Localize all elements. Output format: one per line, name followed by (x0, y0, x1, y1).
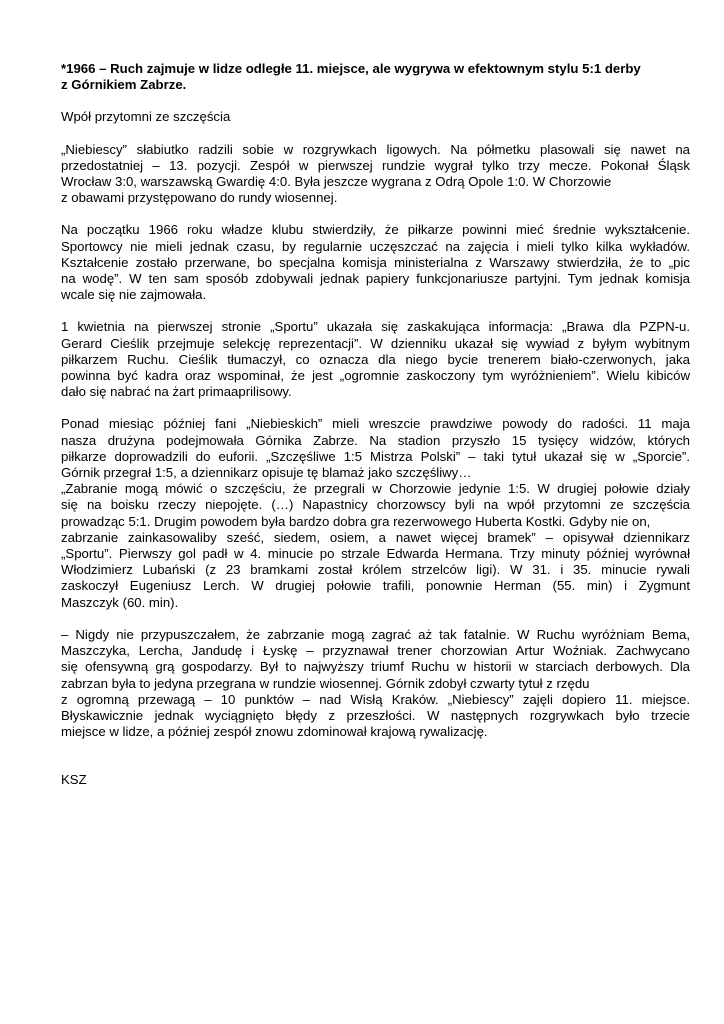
text-line: dało się nabrać na żart primaaprilisowy. (61, 384, 292, 400)
text-line: piłkarzem Ruchu. Cieślik tłumaczył, co oznacza dla niego bycie trenerem biało-czerwonych, jaka (61, 351, 690, 367)
text-line: na wodę”. W ten sam sposób zdobywali jednak papiery funkcjonariusze partyjni. Tym jednak komisja (61, 271, 690, 287)
article-title: *1966 – Ruch zajmuje w lidze odległe 11. miejsce, ale wygrywa w efektownym stylu 5:1 derby z Górnikiem Zabrze. (61, 61, 641, 93)
text-line: z obawami przystępowano do rundy wiosennej. (61, 190, 338, 206)
text-line: – Nigdy nie przypuszczałem, że zabrzanie mogą zagrać aż tak fatalnie. W Ruchu wyróżniam Bema, (61, 626, 690, 642)
text-line: piłkarze doprowadzili do euforii. „Szczęśliwe 1:5 Mistrza Polski” – taki tytuł ukazał się w „Sporcie”. (61, 448, 690, 464)
text-line: „Niebiescy” słabiutko radzili sobie w rozgrywkach ligowych. Na półmetku plasowali się nawet na (61, 141, 690, 157)
paragraph-1 (61, 142, 690, 207)
document-page (61, 61, 690, 789)
text-line: zabrzanie zainkasowaliby sześć, siedem, osiem, a nawet więcej bramek” – opisywał dziennikarz (61, 529, 690, 545)
text-line: z ogromną przewagą – 10 punktów – nad Wisłą Kraków. „Niebiescy” zajęli dopiero 11. miejsce. (61, 691, 690, 707)
text-line: przedostatniej – 13. pozycji. Zespół w pierwszej rundzie wygrał tylko trzy mecze. Pokonał Śląsk (61, 157, 690, 173)
text-line: „Sportu”. Pierwszy gol padł w 4. minucie po strzale Edwarda Hermana. Trzy minuty później wyrównał (61, 546, 690, 562)
text-line: Włodzimierz Lubański (z 23 bramkami został królem strzelców ligi). W 31. i 35. minucie rywali (61, 562, 690, 578)
text-line: nasza drużyna podejmowała Górnika Zabrze. Na stadion przyszło 15 tysięcy widzów, których (61, 432, 690, 448)
paragraph-2 (61, 222, 690, 303)
text-line: zaskoczył Eugeniusz Lerch. W drugiej połowie trafili, ponownie Herman (55. min) i Zygmunt (61, 578, 690, 594)
paragraph-3 (61, 319, 690, 400)
text-line: się na boisku rzeczy niepojęte. (…) Napastnicy chorzowscy byli na wpół przytomni ze szczęścia (61, 497, 690, 513)
text-line: prowadząc 5:1. Drugim powodem była bardzo dobra gra rezerwowego Huberta Kostki. Gdyby nie on, (61, 513, 651, 529)
text-line: się ofensywną grą gospodarzy. Był to najwyższy triumf Ruchu w historii w starciach derbowych. Dla (61, 659, 690, 675)
text-line: 1 kwietnia na pierwszej stronie „Sportu” ukazała się zaskakująca informacja: „Brawa dla PZPN-u. (61, 319, 690, 335)
text-line: Wrocław 3:0, warszawską Gwardię 4:0. Była jeszcze wygrana z Odrą Opole 1:0. W Chorzowie (61, 174, 612, 190)
text-line: Górnik przegrał 1:5, a dziennikarz opisuje tę blamaż jako szczęśliwy… (61, 465, 472, 481)
text-line: Sportowcy nie mieli jednak czasu, by regularnie uczęszczać na zajęcia i mieli tylko kilka wykładów. (61, 238, 690, 254)
text-line: Kształcenie zostało przerwane, bo specjalna komisja ministerialna z Warszawy stwierdziła, że to „pic (61, 254, 690, 270)
text-line: Gerard Cieślik przejmuje selekcję reprezentacji”. W dzienniku ukazał się wywiad z byłym wybitnym (61, 335, 690, 351)
article-subtitle: Wpół przytomni ze szczęścia (61, 109, 231, 125)
paragraph-4 (61, 416, 690, 610)
text-line: miejsce w lidze, a później zespół znowu zdominował krajową rywalizację. (61, 724, 488, 740)
text-line: powinna być kadra oraz wspominał, że jest „ogromnie zaskoczony tym wyróżnieniem”. Wielu kibiców (61, 368, 690, 384)
text-line: Błyskawicznie jednak wyciągnięto błędy z przeszłości. W następnych rozgrywkach było trzecie (61, 707, 690, 723)
text-line: zabrzan była to jedyna przegrana w rundzie wiosennej. Górnik zdobył czwarty tytuł z rzędu (61, 675, 590, 691)
text-line: „Zabranie mogą mówić o szczęściu, że przegrali w Chorzowie jedynie 1:5. W drugiej połowie działy (61, 481, 690, 497)
text-line: Na początku 1966 roku władze klubu stwierdziły, że piłkarze powinni mieć średnie wykształcenie. (61, 222, 690, 238)
author-signature: KSZ (61, 772, 87, 788)
paragraph-5 (61, 627, 690, 740)
text-line: Ponad miesiąc później fani „Niebieskich” mieli wreszcie prawdziwe powody do radości. 11 maja (61, 416, 690, 432)
text-line: Maszczyk (60. min). (61, 594, 179, 610)
text-line: wcale się nie zajmowała. (61, 287, 207, 303)
text-line: Maszczyka, Lercha, Jandudę i Łyskę – przyznawał trener chorzowian Artur Woźniak. Zachwycano (61, 643, 690, 659)
